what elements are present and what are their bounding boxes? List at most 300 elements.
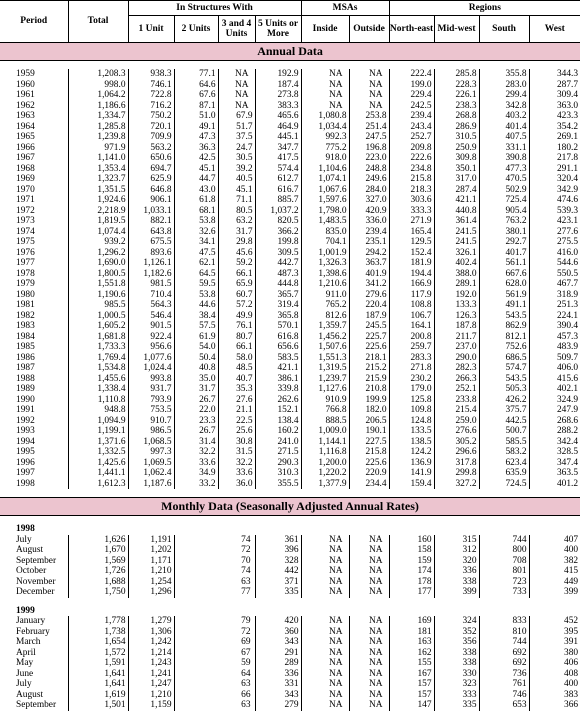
cell-south: 331.1: [479, 143, 529, 154]
cell-units5: 616.7: [255, 185, 301, 196]
cell-outside: NA: [349, 679, 389, 690]
cell-total: 1,064.2: [68, 90, 128, 101]
cell-northeast: 169: [389, 616, 434, 627]
annual-row: [0, 80, 580, 91]
cell-outside: NA: [349, 587, 389, 598]
cell-outside: 239.4: [349, 227, 389, 238]
cell-units2: 32.2: [174, 447, 218, 458]
cell-units34: 27.6: [218, 395, 255, 406]
cell-inside: NA: [301, 616, 349, 627]
cell-inside: 888.5: [301, 416, 349, 427]
cell-month: August: [16, 545, 44, 555]
cell-west: 383: [529, 690, 580, 701]
cell-total: 1,605.2: [68, 321, 128, 332]
cell-total: 1,654: [68, 637, 128, 648]
cell-units5: 271.5: [255, 447, 301, 458]
cell-outside: 225.7: [349, 332, 389, 343]
cell-inside: NA: [301, 679, 349, 690]
cell-south: 812.1: [479, 332, 529, 343]
cell-midwest: 330: [434, 669, 479, 680]
cell-south: 744: [479, 535, 529, 546]
cell-units34: NA: [218, 69, 255, 80]
cell-total: 1,425.6: [68, 458, 128, 469]
cell-total: 1,199.1: [68, 426, 128, 437]
annual-row: [0, 269, 580, 280]
cell-month: February: [16, 626, 50, 637]
monthly-row: [0, 535, 580, 546]
cell-west: 224.1: [529, 311, 580, 322]
cell-south: 628.0: [479, 279, 529, 290]
cell-west: 452: [529, 616, 580, 627]
cell-units2: 26.7: [174, 395, 218, 406]
cell-unit1: 956.6: [128, 342, 174, 353]
cell-month: June: [16, 668, 34, 679]
cell-units5: 383.3: [255, 101, 301, 112]
cell-units2: 43.0: [174, 185, 218, 196]
cell-inside: NA: [301, 700, 349, 711]
cell-unit1: 1,279: [128, 616, 174, 627]
cell-inside: 1,009.0: [301, 426, 349, 437]
annual-row: [0, 458, 580, 469]
cell-units2: 64.6: [174, 80, 218, 91]
cell-unit1: 986.5: [128, 426, 174, 437]
spacer-row: [0, 489, 580, 498]
cell-period: 1967: [16, 153, 35, 163]
cell-northeast: 164.1: [389, 321, 434, 332]
cell-northeast: 242.5: [389, 101, 434, 112]
msas-header: MSAs: [301, 1, 389, 16]
cell-south: 442.5: [479, 416, 529, 427]
cell-west: 269.1: [529, 132, 580, 143]
cell-inside: 1,507.6: [301, 342, 349, 353]
year-row: [0, 606, 580, 617]
cell-month: July: [16, 534, 32, 545]
cell-units5: 355.5: [255, 479, 301, 490]
cell-outside: NA: [349, 556, 389, 567]
cell-units34: 31.5: [218, 447, 255, 458]
monthly-row: [0, 627, 580, 638]
cell-unit1: 793.9: [128, 395, 174, 406]
cell-outside: 225.6: [349, 458, 389, 469]
cell-period: 1988: [16, 373, 35, 384]
cell-northeast: 109.8: [389, 405, 434, 416]
cell-south: 736: [479, 669, 529, 680]
cell-northeast: 230.2: [389, 374, 434, 385]
cell-units2: 42.5: [174, 153, 218, 164]
cell-total: 939.2: [68, 237, 128, 248]
cell-unit1: 564.3: [128, 300, 174, 311]
cell-midwest: 226.1: [434, 90, 479, 101]
units5-header: 5 Units or More: [255, 16, 301, 43]
cell-northeast: 283.3: [389, 353, 434, 364]
cell-units5: 386.1: [255, 374, 301, 385]
cell-outside: 215.9: [349, 374, 389, 385]
annual-row: [0, 101, 580, 112]
cell-unit1: 709.9: [128, 132, 174, 143]
cell-south: 744: [479, 637, 529, 648]
cell-outside: 294.2: [349, 248, 389, 259]
annual-row: [0, 447, 580, 458]
cell-inside: NA: [301, 556, 349, 567]
cell-midwest: 215.4: [434, 405, 479, 416]
cell-unit1: 716.2: [128, 101, 174, 112]
annual-row: [0, 164, 580, 175]
cell-units2: 35.0: [174, 374, 218, 385]
monthly-data-title: Monthly Data (Seasonally Adjusted Annual Rates): [0, 498, 580, 516]
cell-units34: NA: [218, 80, 255, 91]
cell-units5: 152.1: [255, 405, 301, 416]
cell-units2: 61.8: [174, 195, 218, 206]
cell-units5: 574.4: [255, 164, 301, 175]
cell-unit1: 1,210: [128, 690, 174, 701]
cell-units5: 1,037.2: [255, 206, 301, 217]
cell-northeast: 141.9: [389, 468, 434, 479]
cell-unit1: 1,242: [128, 637, 174, 648]
cell-midwest: 233.8: [434, 395, 479, 406]
cell-inside: 1,080.8: [301, 111, 349, 122]
cell-units2: 22.0: [174, 405, 218, 416]
cell-units34: 66.1: [218, 342, 255, 353]
inside-header: Inside: [301, 16, 349, 43]
cell-west: 275.5: [529, 237, 580, 248]
cell-period: 1960: [16, 79, 35, 90]
cell-period: 1968: [16, 163, 35, 174]
cell-outside: NA: [349, 648, 389, 659]
annual-row: [0, 395, 580, 406]
cell-units2: 64.5: [174, 269, 218, 280]
cell-south: 725.4: [479, 195, 529, 206]
cell-total: 1,353.4: [68, 164, 128, 175]
monthly-row: [0, 690, 580, 701]
cell-units5: 365.7: [255, 290, 301, 301]
cell-northeast: 200.8: [389, 332, 434, 343]
cell-total: 1,334.7: [68, 111, 128, 122]
cell-units34: 37.5: [218, 132, 255, 143]
cell-units34: 32.2: [218, 458, 255, 469]
cell-outside: 206.5: [349, 416, 389, 427]
cell-units5: 420: [255, 616, 301, 627]
cell-units5: 192.9: [255, 69, 301, 80]
annual-row: [0, 248, 580, 259]
cell-outside: 199.9: [349, 395, 389, 406]
cell-south: 477.3: [479, 164, 529, 175]
cell-inside: 835.0: [301, 227, 349, 238]
cell-outside: NA: [349, 690, 389, 701]
cell-unit1: 1,243: [128, 658, 174, 669]
cell-northeast: 136.9: [389, 458, 434, 469]
cell-unit1: 1,171: [128, 556, 174, 567]
annual-row: [0, 237, 580, 248]
cell-total: 1,726: [68, 566, 128, 577]
cell-inside: 1,067.6: [301, 185, 349, 196]
spacer-row: [0, 61, 580, 70]
cell-south: 401.7: [479, 248, 529, 259]
cell-month: July: [16, 679, 32, 689]
cell-total: 1,285.8: [68, 122, 128, 133]
cell-units5: 885.7: [255, 195, 301, 206]
cell-northeast: 194.4: [389, 269, 434, 280]
cell-inside: 1,074.1: [301, 174, 349, 185]
cell-west: 407: [529, 535, 580, 546]
cell-units5: 396: [255, 545, 301, 556]
annual-row: [0, 342, 580, 353]
cell-northeast: 152.4: [389, 248, 434, 259]
cell-period: 1974: [16, 226, 35, 237]
cell-units34: 63.2: [218, 216, 255, 227]
annual-row: [0, 468, 580, 479]
cell-units2: 53.8: [174, 216, 218, 227]
cell-unit1: 1,062.4: [128, 468, 174, 479]
cell-south: 561.9: [479, 290, 529, 301]
cell-west: 391: [529, 637, 580, 648]
cell-west: 277.6: [529, 227, 580, 238]
cell-inside: 1,104.6: [301, 164, 349, 175]
cell-south: 810: [479, 627, 529, 638]
cell-unit1: 1,254: [128, 577, 174, 588]
cell-units5: 279: [255, 700, 301, 711]
cell-units2-4: 70: [174, 556, 255, 567]
cell-units34: 45.1: [218, 185, 255, 196]
cell-inside: 1,597.6: [301, 195, 349, 206]
units2-header: 2 Units: [174, 16, 218, 43]
cell-northeast: 129.5: [389, 237, 434, 248]
annual-row: [0, 374, 580, 385]
cell-total: 1,670: [68, 545, 128, 556]
cell-total: 1,738: [68, 627, 128, 638]
cell-units2-4: 72: [174, 627, 255, 638]
cell-northeast: 229.4: [389, 90, 434, 101]
cell-west: 400: [529, 679, 580, 690]
cell-total: 1,626: [68, 535, 128, 546]
cell-west: 406: [529, 658, 580, 669]
cell-inside: 775.2: [301, 143, 349, 154]
cell-total: 1,239.8: [68, 132, 128, 143]
cell-west: 415.6: [529, 374, 580, 385]
annual-row: [0, 437, 580, 448]
cell-midwest: 315: [434, 535, 479, 546]
cell-west: 544.6: [529, 258, 580, 269]
cell-month: January: [16, 616, 46, 626]
cell-west: 399: [529, 587, 580, 598]
annual-row: [0, 332, 580, 343]
cell-units5: 442: [255, 566, 301, 577]
cell-units5: 328: [255, 556, 301, 567]
cell-units34: 80.5: [218, 206, 255, 217]
cell-units34: 48.5: [218, 363, 255, 374]
cell-outside: 363.7: [349, 258, 389, 269]
cell-units5: 445.1: [255, 132, 301, 143]
cell-units5: 199.8: [255, 237, 301, 248]
cell-total: 1,690.0: [68, 258, 128, 269]
cell-units34: 71.1: [218, 195, 255, 206]
cell-south: 746: [479, 690, 529, 701]
cell-midwest: 211.7: [434, 332, 479, 343]
cell-period: 1978: [16, 268, 35, 279]
cell-inside: NA: [301, 587, 349, 598]
annual-row: [0, 90, 580, 101]
cell-month: May: [16, 658, 34, 668]
cell-west: 268.6: [529, 416, 580, 427]
cell-units34: 36.0: [218, 479, 255, 490]
cell-outside: NA: [349, 577, 389, 588]
cell-outside: NA: [349, 101, 389, 112]
cell-total: 1,733.3: [68, 342, 128, 353]
cell-month: October: [16, 566, 47, 576]
annual-row: [0, 363, 580, 374]
cell-units2-4: 63: [174, 700, 255, 711]
cell-west: 328.5: [529, 447, 580, 458]
cell-northeast: 159.4: [389, 479, 434, 490]
cell-south: 800: [479, 545, 529, 556]
cell-northeast: 178: [389, 577, 434, 588]
cell-month: September: [16, 555, 57, 566]
spacer-row: [0, 598, 580, 606]
cell-south: 761: [479, 679, 529, 690]
cell-northeast: 160: [389, 535, 434, 546]
cell-south: 635.9: [479, 468, 529, 479]
cell-units5: 310.3: [255, 468, 301, 479]
cell-unit1: 625.9: [128, 174, 174, 185]
cell-units2: 51.0: [174, 111, 218, 122]
cell-units2: 50.4: [174, 353, 218, 364]
cell-units5: 417.5: [255, 153, 301, 164]
cell-midwest: 338: [434, 648, 479, 659]
cell-units34: 31.7: [218, 227, 255, 238]
cell-midwest: 399: [434, 587, 479, 598]
cell-unit1: 901.5: [128, 321, 174, 332]
cell-midwest: 338: [434, 658, 479, 669]
cell-units34: 60.7: [218, 290, 255, 301]
cell-period: 1976: [16, 247, 35, 258]
cell-midwest: 402.4: [434, 258, 479, 269]
cell-period: 1979: [16, 279, 35, 289]
cell-west: 342.4: [529, 437, 580, 448]
cell-northeast: 159: [389, 556, 434, 567]
cell-south: 733: [479, 587, 529, 598]
cell-units5: 160.2: [255, 426, 301, 437]
cell-units2: 47.3: [174, 132, 218, 143]
cell-northeast: 271.8: [389, 363, 434, 374]
cell-unit1: 997.3: [128, 447, 174, 458]
cell-outside: NA: [349, 566, 389, 577]
cell-west: 363.5: [529, 468, 580, 479]
cell-inside: 1,200.0: [301, 458, 349, 469]
cell-units2-4: 63: [174, 679, 255, 690]
cell-northeast: 209.8: [389, 143, 434, 154]
cell-units5: 343: [255, 690, 301, 701]
table-body: [0, 43, 580, 711]
cell-midwest: 299.8: [434, 468, 479, 479]
cell-midwest: 323: [434, 679, 479, 690]
cell-outside: 218.1: [349, 353, 389, 364]
cell-units2: 33.6: [174, 458, 218, 469]
cell-units2: 45.1: [174, 164, 218, 175]
annual-row: [0, 479, 580, 490]
annual-row: [0, 426, 580, 437]
cell-unit1: 650.6: [128, 153, 174, 164]
cell-unit1: 1,210: [128, 566, 174, 577]
cell-inside: NA: [301, 566, 349, 577]
cell-midwest: 276.6: [434, 426, 479, 437]
cell-outside: 253.8: [349, 111, 389, 122]
cell-unit1: 1,214: [128, 648, 174, 659]
cell-midwest: 327.2: [434, 479, 479, 490]
annual-row: [0, 216, 580, 227]
cell-unit1: 1,191: [128, 535, 174, 546]
cell-inside: 1,116.8: [301, 447, 349, 458]
cell-units5: 487.3: [255, 269, 301, 280]
cell-units34: 24.7: [218, 143, 255, 154]
cell-west: 309.4: [529, 90, 580, 101]
northeast-header: North-east: [389, 16, 434, 43]
cell-units5: 361: [255, 535, 301, 546]
cell-inside: 1,798.0: [301, 206, 349, 217]
cell-unit1: 750.2: [128, 111, 174, 122]
monthly-row: [0, 637, 580, 648]
cell-period: 1970: [16, 184, 35, 195]
cell-units5: 616.8: [255, 332, 301, 343]
cell-month: August: [16, 689, 44, 700]
cell-inside: 1,551.3: [301, 353, 349, 364]
cell-midwest: 290.0: [434, 353, 479, 364]
cell-inside: NA: [301, 101, 349, 112]
cell-unit1: 1,182.6: [128, 269, 174, 280]
cell-west: 354.2: [529, 122, 580, 133]
cell-period: 1995: [16, 447, 35, 457]
cell-total: 1,371.6: [68, 437, 128, 448]
cell-west: 416.0: [529, 248, 580, 259]
cell-midwest: 305.2: [434, 437, 479, 448]
cell-units2: 31.4: [174, 437, 218, 448]
cell-units5: 347.7: [255, 143, 301, 154]
cell-units5: 241.0: [255, 437, 301, 448]
cell-total: 1,924.6: [68, 195, 128, 206]
cell-unit1: 1,033.1: [128, 206, 174, 217]
cell-total: 1,800.5: [68, 269, 128, 280]
cell-unit1: 746.1: [128, 80, 174, 91]
cell-inside: 704.1: [301, 237, 349, 248]
cell-midwest: 320: [434, 556, 479, 567]
cell-west: 251.3: [529, 300, 580, 311]
cell-total: 1,455.6: [68, 374, 128, 385]
cell-total: 1,688: [68, 577, 128, 588]
cell-west: 550.5: [529, 269, 580, 280]
cell-south: 653: [479, 700, 529, 711]
cell-outside: 187.9: [349, 311, 389, 322]
cell-south: 470.5: [479, 174, 529, 185]
cell-northeast: 271.9: [389, 216, 434, 227]
cell-outside: 210.8: [349, 384, 389, 395]
cell-west: 406.0: [529, 363, 580, 374]
annual-row: [0, 279, 580, 290]
cell-unit1: 1,126.1: [128, 258, 174, 269]
cell-midwest: 133.3: [434, 300, 479, 311]
cell-midwest: 333: [434, 690, 479, 701]
cell-midwest: 296.6: [434, 447, 479, 458]
cell-units5: 290.3: [255, 458, 301, 469]
cell-midwest: 421.1: [434, 195, 479, 206]
annual-row: [0, 290, 580, 301]
cell-inside: NA: [301, 690, 349, 701]
cell-units2-4: 79: [174, 616, 255, 627]
cell-unit1: 906.1: [128, 195, 174, 206]
cell-unit1: 563.2: [128, 143, 174, 154]
cell-unit1: 1,159: [128, 700, 174, 711]
cell-midwest: 310.5: [434, 132, 479, 143]
cell-units2: 38.4: [174, 311, 218, 322]
cell-unit1: 546.4: [128, 311, 174, 322]
cell-total: 1,501: [68, 700, 128, 711]
